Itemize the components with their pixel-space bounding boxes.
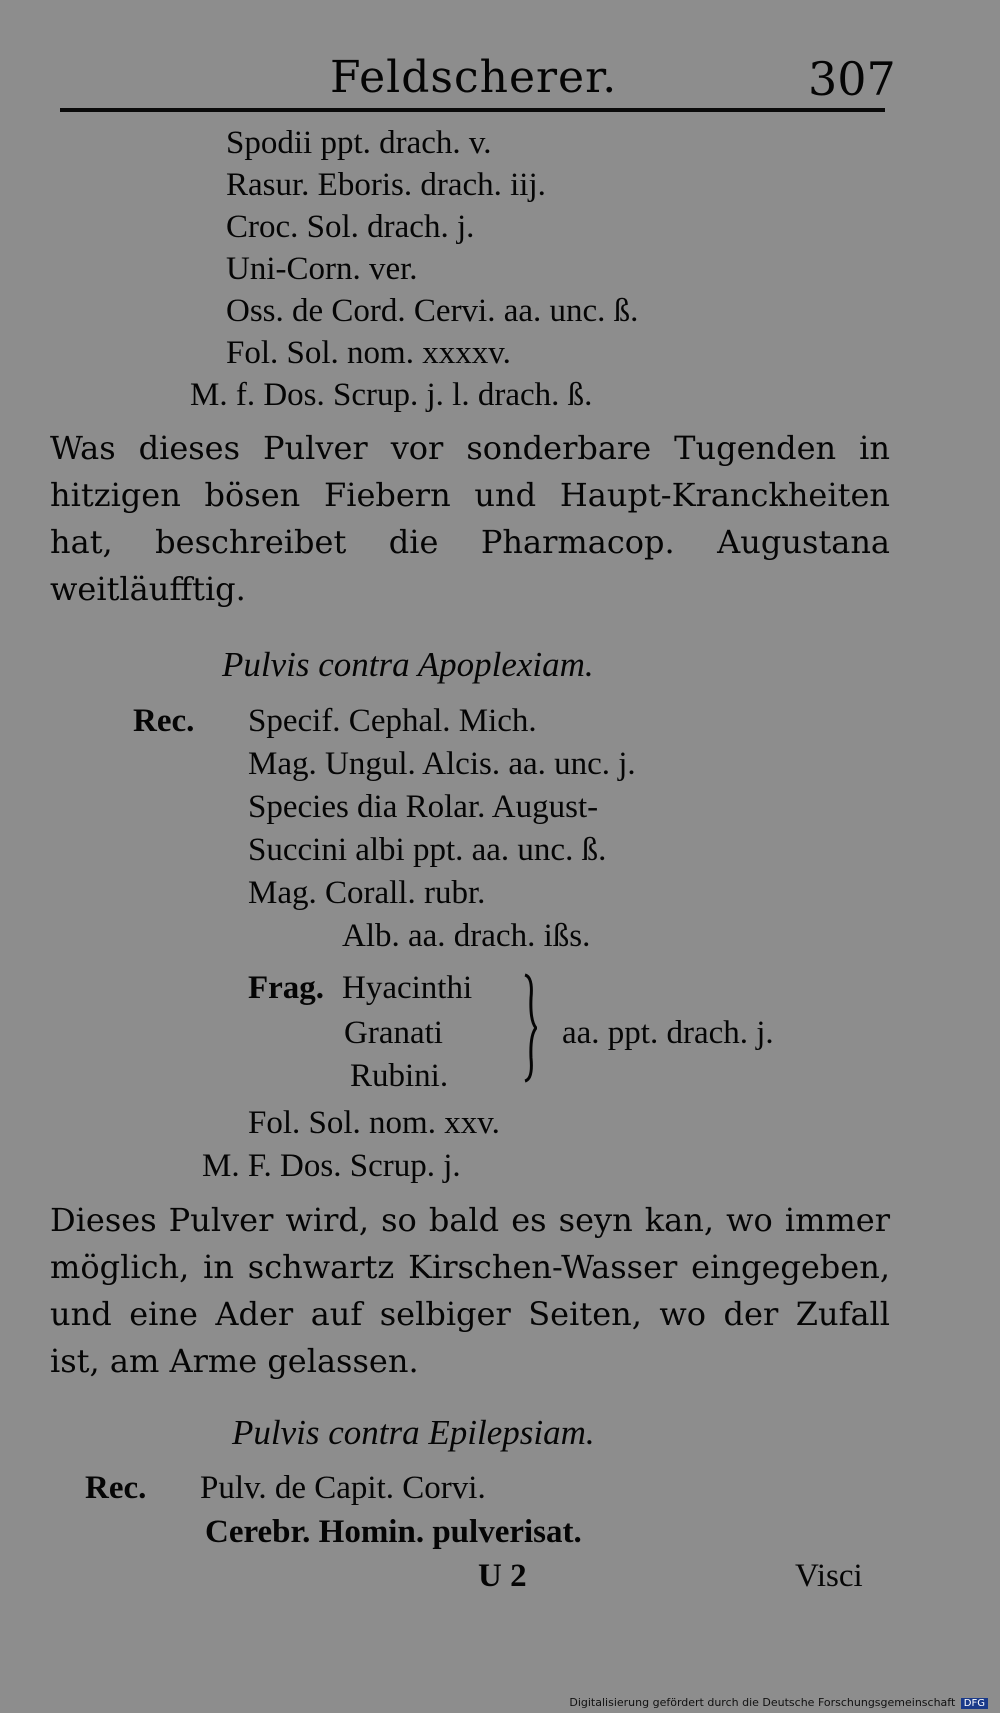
frag-label: Frag. xyxy=(248,970,325,1006)
dfg-logo-icon: DFG xyxy=(961,1698,988,1709)
frag-dose: aa. ppt. drach. j. xyxy=(562,1015,774,1051)
recipe1-line: Spodii ppt. drach. v. xyxy=(226,125,492,161)
recipe1-line: Oss. de Cord. Cervi. aa. unc. ß. xyxy=(226,293,639,329)
recipe2-line: Specif. Cephal. Mich. xyxy=(248,703,537,739)
recipe1-dose: M. f. Dos. Scrup. j. l. drach. ß. xyxy=(190,377,593,413)
recipe1-line: Fol. Sol. nom. xxxxv. xyxy=(226,335,511,371)
paragraph-pulver-eingegeben: Dieses Pulver wird, so bald es seyn kan, wo immer möglich, in schwartz Kirschen-Wasser eingegeben, und eine Ader auf selbiger Seiten, wo der Zufall ist, am Arme gelassen. xyxy=(50,1201,890,1380)
recipe1-line: Croc. Sol. drach. j. xyxy=(226,209,475,245)
rec-label: Rec. xyxy=(85,1470,147,1506)
recipe1-line: Rasur. Eboris. drach. iij. xyxy=(226,167,546,203)
heading-pulvis-contra-epilepsiam: Pulvis contra Epilepsiam. xyxy=(232,1413,595,1452)
running-head: Feldscherer. xyxy=(330,52,618,103)
frag-item: Granati xyxy=(344,1015,443,1051)
curly-brace-icon xyxy=(523,973,537,1083)
footer-text: Digitalisierung gefördert durch die Deutsche Forschungsgemeinschaft xyxy=(569,1696,956,1709)
recipe3-line: Pulv. de Capit. Corvi. xyxy=(200,1470,486,1506)
recipe2-line: Mag. Ungul. Alcis. aa. unc. j. xyxy=(248,746,636,782)
heading-pulvis-contra-apoplexiam: Pulvis contra Apoplexiam. xyxy=(222,645,594,684)
recipe2-line: Species dia Rolar. August- xyxy=(248,789,599,825)
frag-item: Hyacinthi xyxy=(342,970,473,1006)
header-rule xyxy=(60,108,885,112)
page-number: 307 xyxy=(808,52,896,106)
recipe2-line: Alb. aa. drach. ißs. xyxy=(342,918,591,954)
recipe2-line: Succini albi ppt. aa. unc. ß. xyxy=(248,832,607,868)
recipe2-fol: Fol. Sol. nom. xxv. xyxy=(248,1105,500,1141)
recipe2-dose: M. F. Dos. Scrup. j. xyxy=(202,1148,461,1184)
digitization-footer xyxy=(569,1696,988,1709)
paragraph-pulver-tugenden: Was dieses Pulver vor sonderbare Tugenden in hitzigen bösen Fiebern und Haupt-Kranckheiten hat, beschreibet die Pharmacop. Augustana weitläufftig. xyxy=(50,429,890,608)
signature-mark: U 2 xyxy=(478,1558,527,1594)
recipe3-line: Cerebr. Homin. pulverisat. xyxy=(205,1514,582,1550)
rec-label: Rec. xyxy=(133,703,195,739)
recipe2-line: Mag. Corall. rubr. xyxy=(248,875,486,911)
recipe1-line: Uni-Corn. ver. xyxy=(226,251,418,287)
frag-item: Rubini. xyxy=(350,1058,449,1094)
catchword: Visci xyxy=(795,1558,863,1594)
